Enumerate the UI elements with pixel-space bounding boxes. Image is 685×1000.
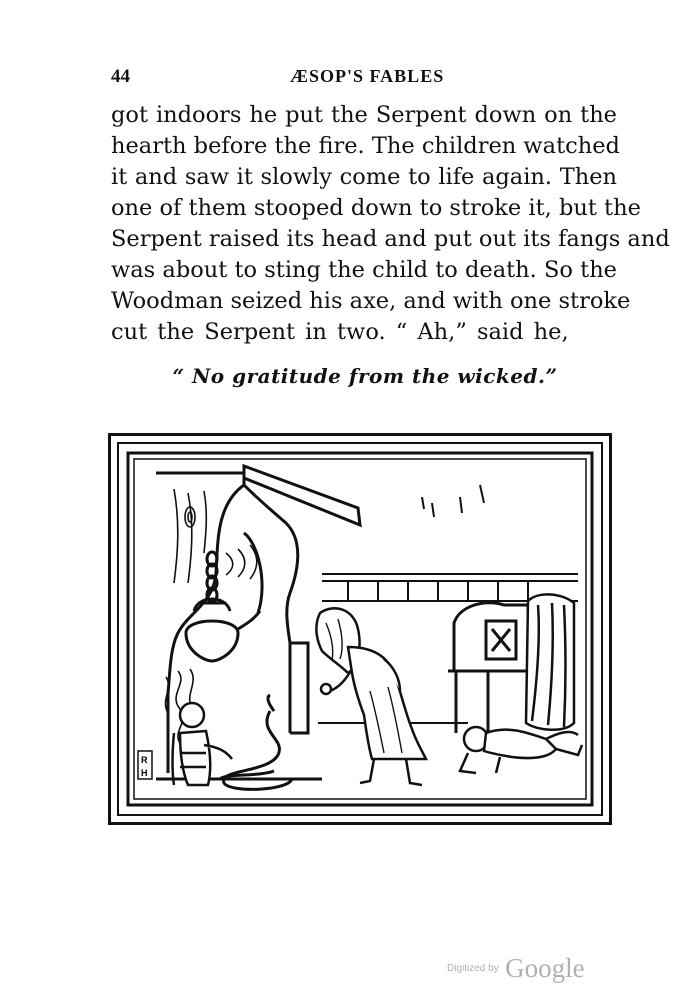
- fable-text: [111, 100, 670, 348]
- text-line: hearth before the fire. The children watched: [111, 133, 620, 159]
- text-line: got indoors he put the Serpent down on the: [111, 102, 617, 128]
- fable-moral: “ No gratitude from the wicked.”: [172, 364, 558, 388]
- text-line: cut the Serpent in two. “ Ah,” said he,: [111, 319, 569, 345]
- text-line: was about to sting the child to death. So the: [111, 257, 617, 283]
- artist-monogram: H: [141, 768, 148, 778]
- text-line: it and saw it slowly come to life again. Then: [111, 164, 617, 190]
- watermark-prefix: Digitized by: [447, 963, 499, 974]
- running-title: ÆSOP'S FABLES: [290, 66, 445, 86]
- illustration-artwork: [108, 433, 612, 825]
- digitization-watermark: [447, 953, 585, 984]
- watermark-brand: Google: [505, 953, 585, 983]
- text-line: Serpent raised its head and put out its fangs and: [111, 226, 670, 252]
- page-number: 44: [111, 66, 130, 87]
- woodcut-illustration: [108, 433, 612, 825]
- text-line: Woodman seized his axe, and with one stroke: [111, 288, 631, 314]
- artist-monogram: R: [141, 755, 148, 765]
- text-line: one of them stooped down to stroke it, but the: [111, 195, 641, 221]
